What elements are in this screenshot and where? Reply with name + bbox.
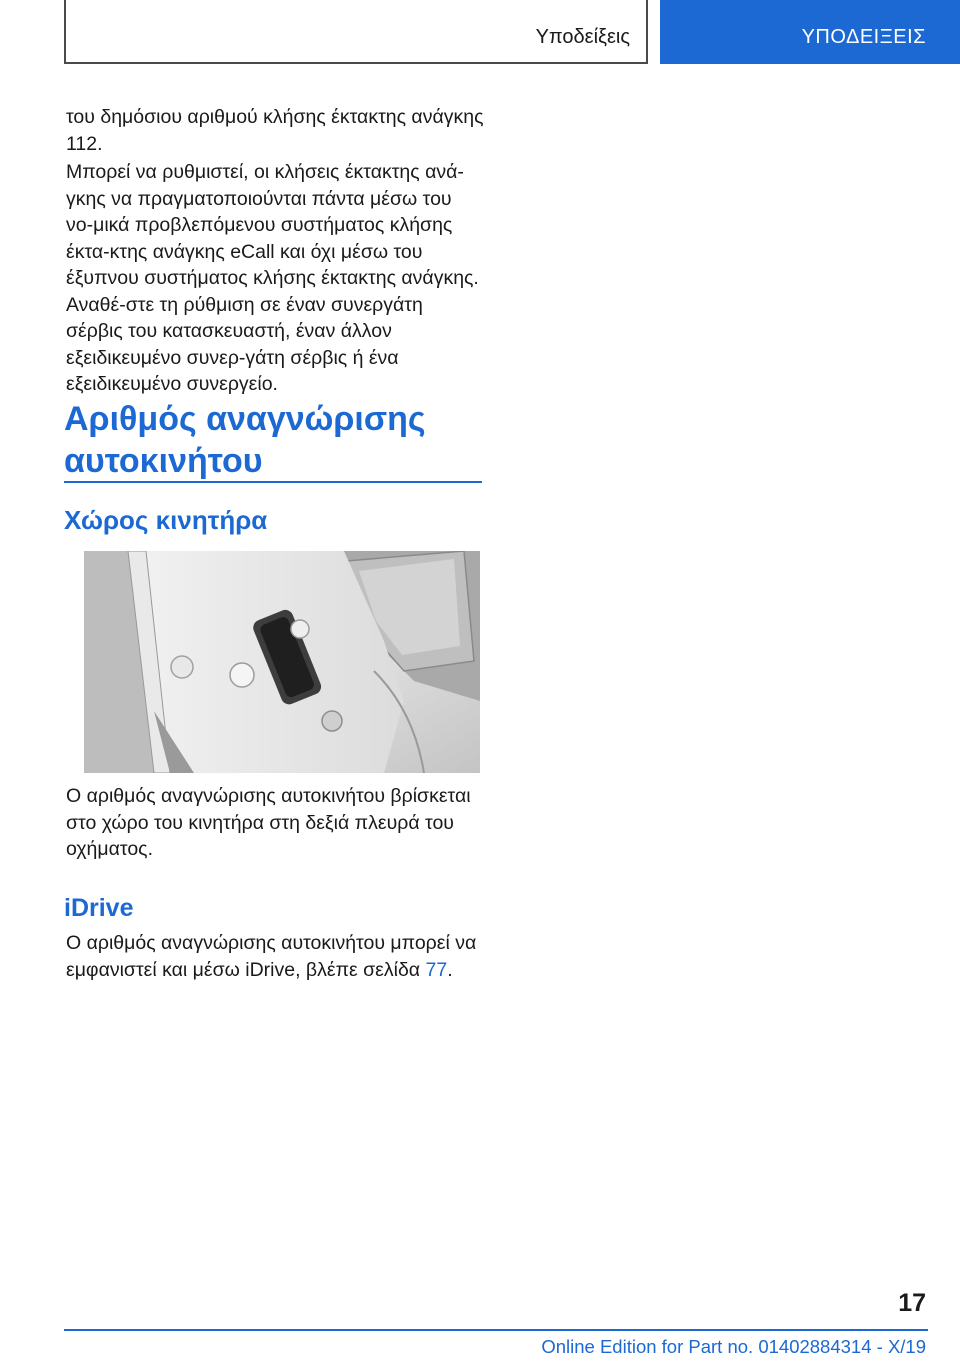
paragraph-engine-location: Ο αριθμός αναγνώρισης αυτοκινήτου βρίσκεται στο χώρο του κινητήρα στη δεξιά πλευρά του οχήματος. <box>66 785 471 860</box>
footer-rule <box>64 1329 928 1331</box>
header-chapter-tab[interactable] <box>660 0 960 64</box>
header-section-box <box>64 0 648 64</box>
page-reference-link[interactable]: 77 <box>425 958 448 981</box>
header-chapter-title: ΥΠΟΔΕΙΞΕΙΣ <box>801 26 926 48</box>
heading-engine-compartment: Χώρος κινητήρα <box>64 505 268 535</box>
page-number: 17 <box>898 1289 926 1317</box>
idrive-text-end: . <box>447 958 453 981</box>
header-section-title: Υποδείξεις <box>535 26 630 48</box>
footer-edition: Online Edition for Part no. 01402884314 - X/19 <box>541 1336 926 1357</box>
heading-idrive: iDrive <box>64 894 134 922</box>
heading-vehicle-id: Αριθμός αναγνώρισης αυτοκινήτου <box>64 400 426 480</box>
paragraph-idrive <box>66 930 484 983</box>
paragraph-ecall-setting: Μπορεί να ρυθμιστεί, οι κλήσεις έκτακτης ανά-γκης να πραγματοποιούνται πάντα μέσω του νο-μικά προβλεπόμενου συστήματος κλήσης έκτα-κτης ανάγκης eCall και όχι μέσω του έξυπνου συστήματος κλήσης έκτακτης ανάγκης. Αναθέ-στε τη ρύθμιση σε έναν συνεργάτη σέρβις του κατασκευαστή, έναν άλλον εξειδικευμένο συνερ-γάτη σέρβις ή ένα εξειδικευμένο συνεργείο. <box>66 161 479 395</box>
heading-underline <box>64 481 482 483</box>
paragraph-emergency-number: του δημόσιου αριθμού κλήσης έκτακτης ανάγκης 112. <box>66 106 484 155</box>
engine-compartment-illustration <box>84 551 480 773</box>
idrive-text: Ο αριθμός αναγνώρισης αυτοκινήτου μπορεί να εμφανιστεί και μέσω iDrive, βλέπε σελίδα <box>66 932 477 981</box>
engine-compartment-photo <box>84 551 480 773</box>
